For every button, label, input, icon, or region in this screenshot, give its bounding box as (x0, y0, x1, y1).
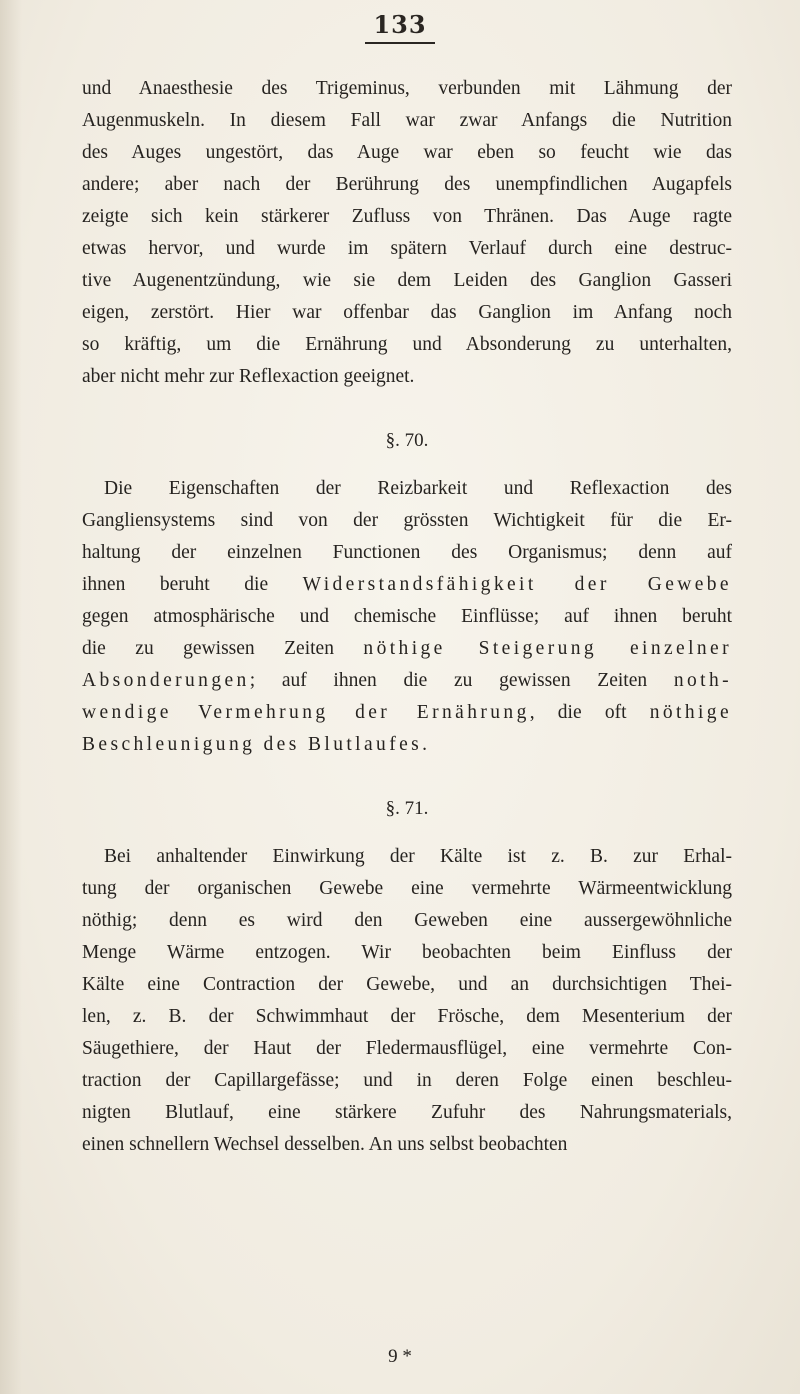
body-text (82, 73, 732, 1161)
paragraph-2 (82, 473, 732, 761)
section-heading-71: §. 71. (385, 798, 429, 819)
text-line (82, 569, 732, 601)
text-run: Die Eigenschaften der Reizbarkeit und Reflexaction des (104, 478, 732, 499)
text-run: haltung der einzelnen Functionen des Organismus; denn auf (82, 542, 732, 563)
text-run: Gangliensystems sind von der grössten Wichtigkeit für die Er- (82, 510, 732, 531)
text-line: und Anaesthesie des Trigeminus, verbunden mit Lähmung der (82, 78, 732, 99)
paragraph-1 (82, 73, 732, 393)
text-run: . (422, 734, 428, 755)
signature-mark: 9 * (388, 1346, 412, 1367)
text-line: etwas hervor, und wurde im spätern Verlauf durch eine destruc- (82, 238, 732, 259)
text-line (82, 505, 732, 537)
text-run: die zu gewissen Zeiten (82, 638, 364, 659)
text-line: Bei anhaltender Einwirkung der Kälte ist z. B. zur Erhal- (104, 846, 732, 867)
text-line: nigten Blutlauf, eine stärkere Zufuhr des Nahrungsmaterials, (82, 1102, 732, 1123)
text-run: ihnen beruht die (82, 574, 303, 595)
text-line (82, 697, 732, 729)
text-line: len, z. B. der Schwimmhaut der Frösche, dem Mesenterium der (82, 1006, 732, 1027)
emphasized-text: wendige Vermehrung der Ernährung (82, 702, 530, 723)
text-line: eigen, zerstört. Hier war offenbar das Ganglion im Anfang noch (82, 302, 732, 323)
text-line: Menge Wärme entzogen. Wir beobachten beim Einfluss der (82, 942, 732, 963)
page-number (0, 10, 800, 44)
text-line: traction der Capillargefässe; und in deren Folge einen beschleu- (82, 1070, 732, 1091)
text-line: des Auges ungestört, das Auge war eben so feucht wie das (82, 142, 732, 163)
text-line (82, 537, 732, 569)
text-line: Säugethiere, der Haut der Fledermausflügel, eine vermehrte Con- (82, 1038, 732, 1059)
text-line: tive Augenentzündung, wie sie dem Leiden des Ganglion Gasseri (82, 270, 732, 291)
paragraph-3 (82, 841, 732, 1161)
page-number-text: 133 (365, 10, 434, 44)
text-line (82, 633, 732, 665)
emphasized-text: Widerstandsfähigkeit der Gewebe (302, 574, 732, 595)
emphasized-text: nöthige (649, 702, 732, 723)
text-line: Augenmuskeln. In diesem Fall war zwar Anfangs die Nutrition (82, 110, 732, 131)
text-run: gegen atmosphärische und chemische Einflüsse; auf ihnen beruht (82, 606, 732, 627)
text-line: andere; aber nach der Berührung des unempfindlichen Augapfels (82, 174, 732, 195)
text-line: nöthig; denn es wird den Geweben eine aussergewöhnliche (82, 910, 732, 931)
text-line (82, 601, 732, 633)
text-line: einen schnellern Wechsel desselben. An uns selbst beobachten (82, 1134, 568, 1155)
text-run: ; auf ihnen die zu gewissen Zeiten (249, 670, 674, 691)
emphasized-text: nöthige Steigerung einzelner (363, 638, 732, 659)
section-heading-70: §. 70. (385, 430, 429, 451)
text-line (82, 729, 732, 761)
text-line: so kräftig, um die Ernährung und Absonderung zu unterhalten, (82, 334, 732, 355)
text-line (82, 473, 732, 505)
text-line: tung der organischen Gewebe eine vermehrte Wärmeentwicklung (82, 878, 732, 899)
text-run: , die oft (529, 702, 650, 723)
text-line: zeigte sich kein stärkerer Zufluss von Thränen. Das Auge ragte (82, 206, 732, 227)
emphasized-text: noth- (673, 670, 732, 691)
emphasized-text: Beschleunigung des Blutlaufes (82, 734, 423, 755)
page-gutter-shadow (0, 0, 22, 1394)
text-line: aber nicht mehr zur Reflexaction geeignet. (82, 366, 415, 387)
emphasized-text: Absonderungen (82, 670, 250, 691)
text-line (82, 665, 732, 697)
text-line: Kälte eine Contraction der Gewebe, und an durchsichtigen Thei- (82, 974, 732, 995)
